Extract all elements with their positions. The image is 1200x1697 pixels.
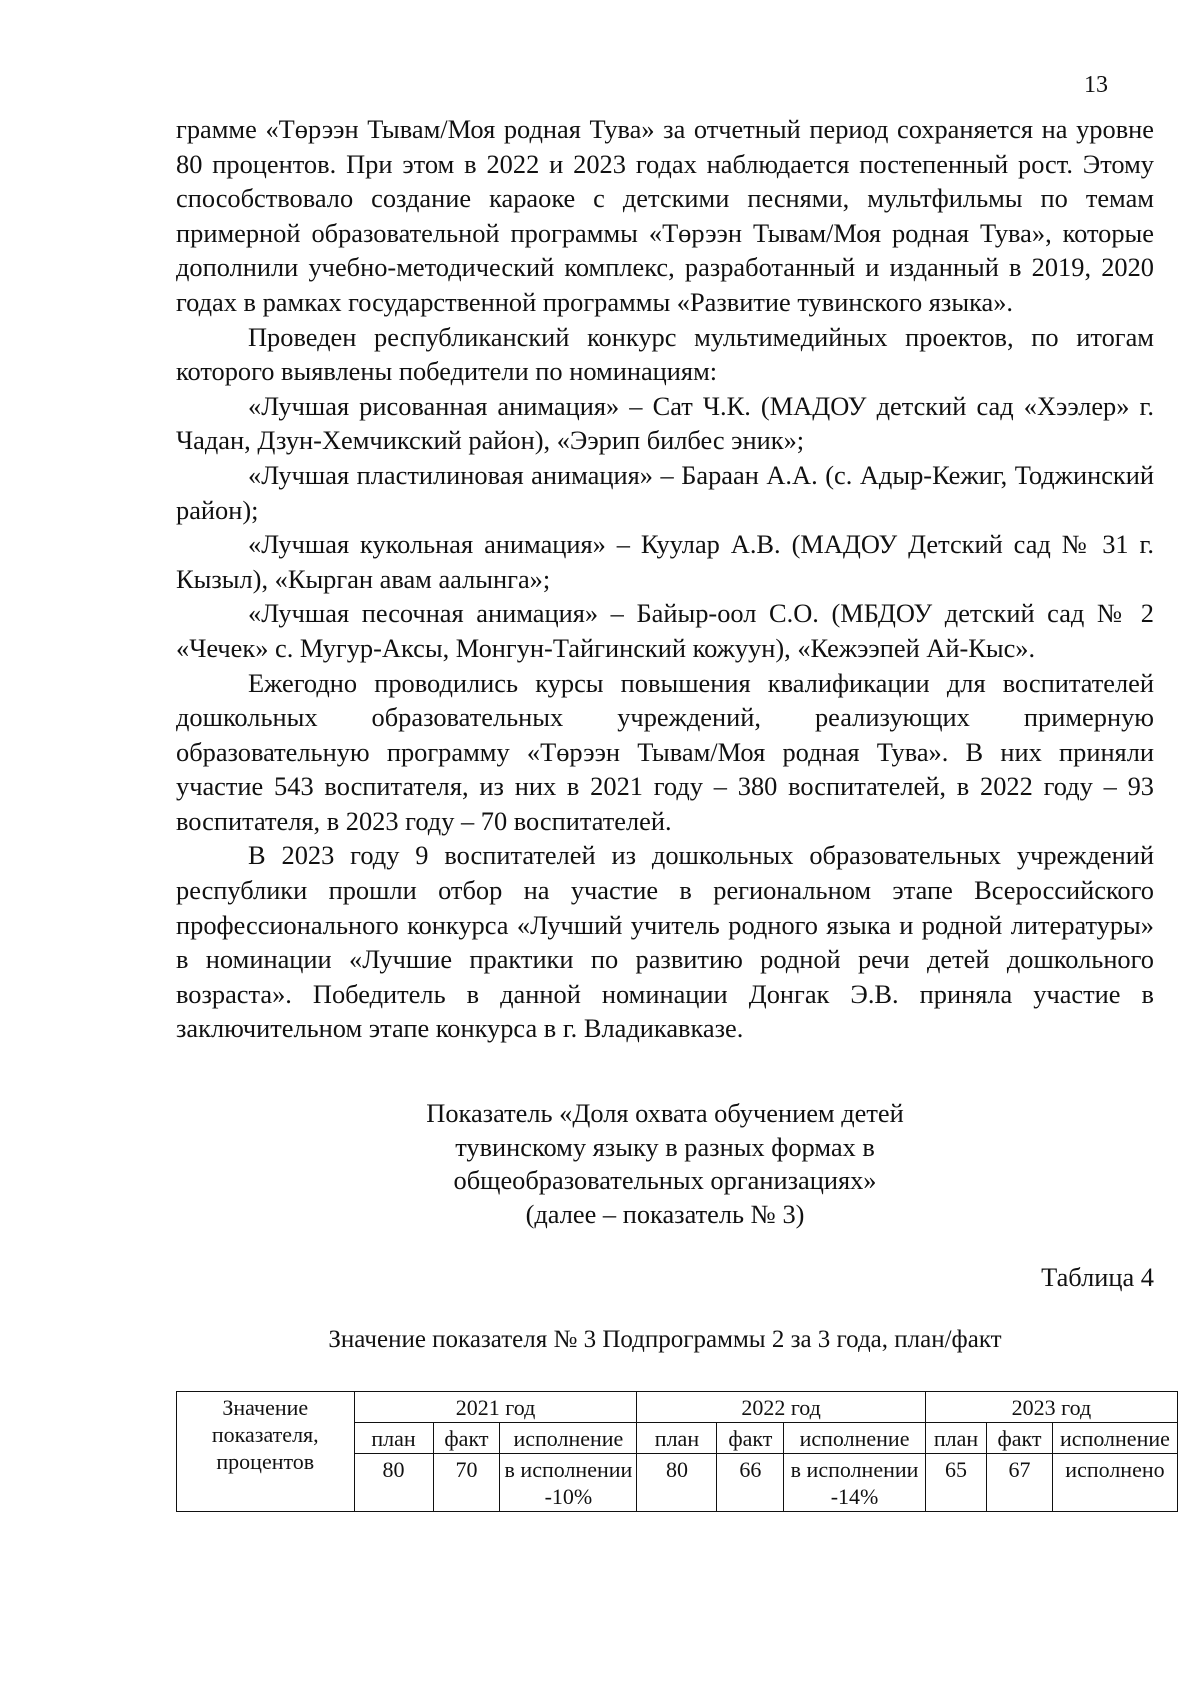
nomination-3: «Лучшая кукольная анимация» – Куулар А.В. (МАДОУ Детский сад № 31 г. Кызыл), «Кырган авам аалынга»; — [176, 529, 1154, 594]
cell-execution-2021: в исполнении -10% — [500, 1454, 637, 1512]
indicator-heading-line: тувинскому языку в разных формах в — [455, 1131, 875, 1162]
paragraph-2: Проведен республиканский конкурс мультимедийных проектов, по итогам которого выявлены победители по номинациям: — [176, 321, 1154, 387]
page-number: 13 — [1084, 72, 1108, 98]
cell-fact-2021: 70 — [433, 1454, 500, 1512]
col-execution-2021: исполнение — [500, 1423, 637, 1454]
col-plan-2021: план — [354, 1423, 433, 1454]
paragraph-courses: Ежегодно проводились курсы повышения квалификации для воспитателей дошкольных образовательных учреждений, реализующих примерную образовательную программу «Төрээн Тывам/Моя родная Тува». В них приняли участие 543 воспитателя, из них в 2021 году – 380 воспитателей, в 2022 году – 93 воспитателя, в 2023 году – 70 воспитателей. — [176, 667, 1154, 836]
col-plan-2022: план — [637, 1423, 717, 1454]
col-fact-2022: факт — [717, 1423, 784, 1454]
year-header-2021: 2021 год — [354, 1392, 637, 1423]
table-caption: Значение показателя № 3 Подпрограммы 2 за 3 года, план/факт — [328, 1326, 1002, 1353]
cell-fact-2022: 66 — [717, 1454, 784, 1512]
nomination-4: «Лучшая песочная анимация» – Байыр-оол С.О. (МБДОУ детский сад № 2 «Чечек» с. Мугур-Аксы, Монгун-Тайгинский кожуун), «Кежээпей Ай-Кыс». — [176, 598, 1154, 663]
col-execution-2022: исполнение — [784, 1423, 925, 1454]
cell-plan-2023: 65 — [925, 1454, 986, 1512]
body-text — [176, 112, 1154, 1046]
nomination-2: «Лучшая пластилиновая анимация» – Бараан А.А. (с. Адыр-Кежиг, Тоджинский район); — [176, 459, 1154, 525]
indicator-heading — [176, 1097, 1154, 1231]
col-execution-2023: исполнение — [1052, 1423, 1177, 1454]
nomination-1: «Лучшая рисованная анимация» – Сат Ч.К. (МАДОУ детский сад «Хээлер» г. Чадан, Дзун-Хемчикский район), «Ээрип билбес эник»; — [176, 390, 1154, 456]
paragraph-contest: В 2023 году 9 воспитателей из дошкольных образовательных учреждений республики прошли отбор на участие в региональном этапе Всероссийского профессионального конкурса «Лучший учитель родного языка и родной литературы» в номинации «Лучшие практики по развитию родной речи детей дошкольного возраста». Победитель в данной номинации Донгак Э.В. приняла участие в заключительном этапе конкурса в г. Владикавказе. — [176, 840, 1154, 1044]
col-fact-2021: факт — [433, 1423, 500, 1454]
row-header-cell: Значение показателя, процентов — [177, 1392, 355, 1512]
cell-plan-2022: 80 — [637, 1454, 717, 1512]
col-fact-2023: факт — [987, 1423, 1053, 1454]
indicator-heading-line: (далее – показатель № 3) — [525, 1198, 805, 1229]
indicator-heading-line: общеобразовательных организациях» — [453, 1165, 877, 1195]
cell-fact-2023: 67 — [987, 1454, 1053, 1512]
year-header-2023: 2023 год — [925, 1392, 1177, 1423]
table-number: Таблица 4 — [1041, 1262, 1154, 1292]
paragraph-1: грамме «Төрээн Тывам/Моя родная Тува» за отчетный период сохраняется на уровне 80 процентов. При этом в 2022 и 2023 годах наблюдается постепенный рост. Этому способствовало создание караоке с детскими песнями, мультфильмы по темам примерной образовательной программы «Төрээн Тывам/Моя родная Тува», которые дополнили учебно-методический комплекс, разработанный и изданный в 2019, 2020 годах в рамках государственной программы «Развитие тувинского языка». — [176, 114, 1154, 317]
cell-execution-2022: в исполнении -14% — [784, 1454, 925, 1512]
indicator-table — [176, 1391, 1178, 1512]
year-header-2022: 2022 год — [637, 1392, 925, 1423]
col-plan-2023: план — [925, 1423, 986, 1454]
indicator-heading-line: Показатель «Доля охвата обучением детей — [426, 1098, 904, 1128]
cell-execution-2023: исполнено — [1052, 1454, 1177, 1512]
cell-plan-2021: 80 — [354, 1454, 433, 1512]
table-header-row-years — [177, 1392, 1178, 1423]
